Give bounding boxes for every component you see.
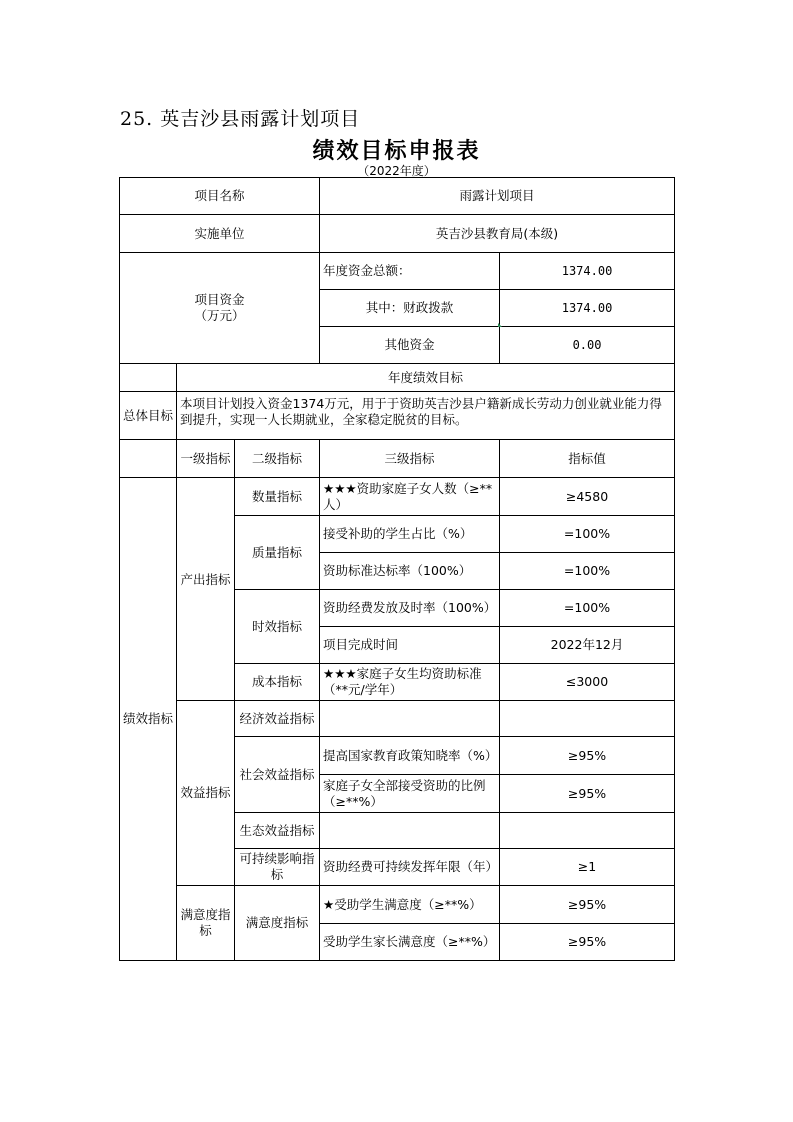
level1-benefit: 效益指标: [177, 701, 235, 886]
value-cell: [500, 701, 675, 737]
table-row: [120, 364, 675, 392]
value-cell: ≥95%: [500, 924, 675, 961]
table-row: [120, 392, 675, 440]
funds-fiscal-value: 1374.00: [500, 290, 675, 327]
level2-economic: 经济效益指标: [235, 701, 320, 737]
value-cell: ≥1: [500, 849, 675, 886]
perf-label: 绩效指标: [120, 478, 177, 961]
value-cell: [500, 813, 675, 849]
level3-cell: 受助学生家长满意度（≥**%）: [320, 924, 500, 961]
level3-cell: 接受补助的学生占比（%）: [320, 516, 500, 553]
level2-social: 社会效益指标: [235, 737, 320, 813]
form-title: 绩效目标申报表: [312, 138, 481, 164]
table-row: [120, 701, 675, 737]
funds-fiscal-label: 其中：财政拨款: [320, 290, 500, 327]
empty-cell: [120, 440, 177, 478]
performance-goal-table: [119, 177, 675, 961]
level1-output: 产出指标: [177, 478, 235, 701]
overall-goal-label: 总体目标: [120, 392, 177, 440]
level2-ecological: 生态效益指标: [235, 813, 320, 849]
level3-cell: 资助标准达标率（100%）: [320, 553, 500, 590]
value-cell: ≥95%: [500, 886, 675, 924]
level2-quantity: 数量指标: [235, 478, 320, 516]
value-cell: =100%: [500, 590, 675, 627]
project-name-value: 雨露计划项目: [320, 178, 675, 215]
level3-cell: 家庭子女全部接受资助的比例（≥**%）: [320, 775, 500, 813]
funds-other-value: 0.00: [500, 327, 675, 364]
value-cell: ≤3000: [500, 664, 675, 701]
header-level3: 三级指标: [320, 440, 500, 478]
form-year: （2022年度）: [357, 164, 436, 178]
header-level2: 二级指标: [235, 440, 320, 478]
level3-cell: ★★★资助家庭子女人数（≥**人）: [320, 478, 500, 516]
value-cell: 2022年12月: [500, 627, 675, 664]
level2-timeliness: 时效指标: [235, 590, 320, 664]
level2-sustainable: 可持续影响指标: [235, 849, 320, 886]
level3-cell: ★受助学生满意度（≥**%）: [320, 886, 500, 924]
value-cell: ≥95%: [500, 737, 675, 775]
level3-cell: 资助经费可持续发挥年限（年）: [320, 849, 500, 886]
level3-cell: [320, 701, 500, 737]
level1-satisfaction: 满意度指标: [177, 886, 235, 961]
table-row: [120, 178, 675, 215]
value-cell: =100%: [500, 553, 675, 590]
unit-value: 英吉沙县教育局(本级): [320, 215, 675, 253]
value-cell: ≥4580: [500, 478, 675, 516]
project-name-label: 项目名称: [120, 178, 320, 215]
header-value: 指标值: [500, 440, 675, 478]
table-row: [120, 478, 675, 516]
annual-goal-header: 年度绩效目标: [177, 364, 675, 392]
level3-cell: ★★★家庭子女生均资助标准（**元/学年）: [320, 664, 500, 701]
level3-cell: 资助经费发放及时率（100%）: [320, 590, 500, 627]
level3-cell: 提高国家教育政策知晓率（%）: [320, 737, 500, 775]
level3-cell: [320, 813, 500, 849]
cell-marker: [498, 323, 502, 327]
table-row: [120, 215, 675, 253]
value-cell: =100%: [500, 516, 675, 553]
unit-label: 实施单位: [120, 215, 320, 253]
overall-goal-text: 本项目计划投入资金1374万元，用于于资助英吉沙县户籍新成长劳动力创业就业能力得到提升，实现一人长期就业，全家稳定脱贫的目标。: [177, 392, 675, 440]
header-level1: 一级指标: [177, 440, 235, 478]
value-cell: ≥95%: [500, 775, 675, 813]
table-row: [120, 440, 675, 478]
funds-other-label: 其他资金: [320, 327, 500, 364]
table-row: [120, 253, 675, 290]
funds-label: 项目资金 （万元）: [120, 253, 320, 364]
level3-cell: 项目完成时间: [320, 627, 500, 664]
empty-cell: [120, 364, 177, 392]
level2-quality: 质量指标: [235, 516, 320, 590]
level2-cost: 成本指标: [235, 664, 320, 701]
funds-total-value: 1374.00: [500, 253, 675, 290]
level2-satisfaction: 满意度指标: [235, 886, 320, 961]
funds-total-label: 年度资金总额：: [320, 253, 500, 290]
table-row: [120, 886, 675, 924]
document-heading: 25. 英吉沙县雨露计划项目: [120, 108, 361, 130]
